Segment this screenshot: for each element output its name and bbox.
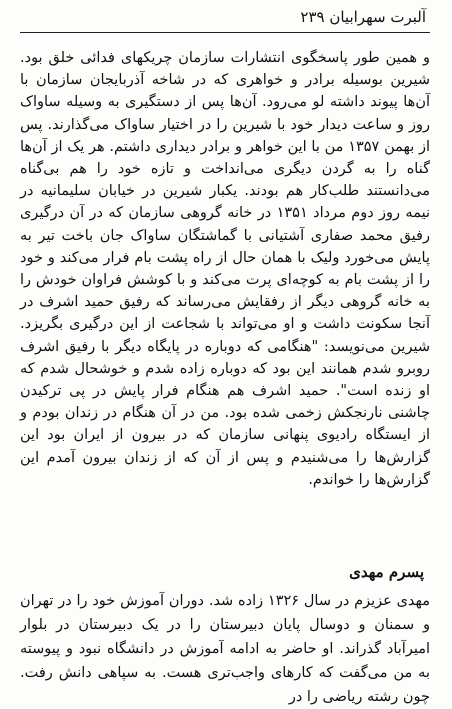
main-text-block — [20, 47, 430, 491]
running-head: آلبرت سهرابیان ۲۳۹ — [300, 8, 426, 26]
header-rule — [20, 32, 430, 33]
section-mehdi — [20, 563, 430, 709]
section-title: پسرم مهدی — [349, 563, 424, 582]
section-paragraph: مهدی عزیزم در سال ۱۳۲۶ زاده شد. دوران آموزش خود را در تهران و سمنان و دوسال پایان دبیرستان را در یک دبیرستان در بلوار امیرآباد گذراند. او حاضر به ادامه آموزش در دانشگاه نبود و پیوسته به من می‌گفت که کارهای واجب‌تری هست. به سپاهی دانش رفت. چون رشته ریاضی را در — [20, 593, 430, 706]
section-body — [20, 589, 430, 709]
main-paragraph: و همین طور پاسخگوی انتشارات سازمان چریکهای فدائی خلق بود. شیرین بوسیله برادر و خواهری که در شاخه آذربایجان سازمان با آن‌ها پیوند داشته لو می‌رود. آن‌ها پس از دستگیری به وسیله ساواک روز و ساعت دیدار خود با شیرین را در اختیار ساواک می‌گذارند. پس از بهمن ۱۳۵۷ من با این خواهر و برادر دیداری داشتم. هر یک از آن‌ها گناه را به گردن دیگری می‌انداخت و تازه خود را هم بی‌گناه می‌دانستند طلب‌کار هم بودند. یکبار شیرین در خیابان سلیمانیه در نیمه روز دوم مرداد ۱۳۵۱ در خانه گروهی سازمان که در آن درگیری رفیق محمد صفاری آشتیانی با گماشتگان ساواک جان باخت تیر به پایش می‌خورد ولیک با همان حال از راه پشت بام فرار می‌کند و خود را از پشت بام به کوچه‌ای پرت می‌کند و با کوشش فراوان خودش را به خانه گروهی دیگر از رفقایش می‌رساند که رفیق حمید اشرف در آنجا سکونت داشت و او می‌تواند با شجاعت از این درگیری بگریزد. شیرین می‌نویسد: "هنگامی که دوباره در پایگاه دیگر با رفیق اشرف روبرو شدم همانند این بود که دوباره زاده شدم و خوشحال شدم که او زنده است". حمید اشرف هم هنگام فرار پایش در پی ترکیدن چاشنی نارنجکش زخمی شده بود. من در آن هنگام در زندان بودم و از ایستگاه رادیوی پنهانی سازمان که در بیرون از ایران بود این گزارش‌ها را می‌شنیدم و پس از آن که از زندان بیرون آمدم این گزارش‌ها را خواندم. — [20, 50, 431, 488]
